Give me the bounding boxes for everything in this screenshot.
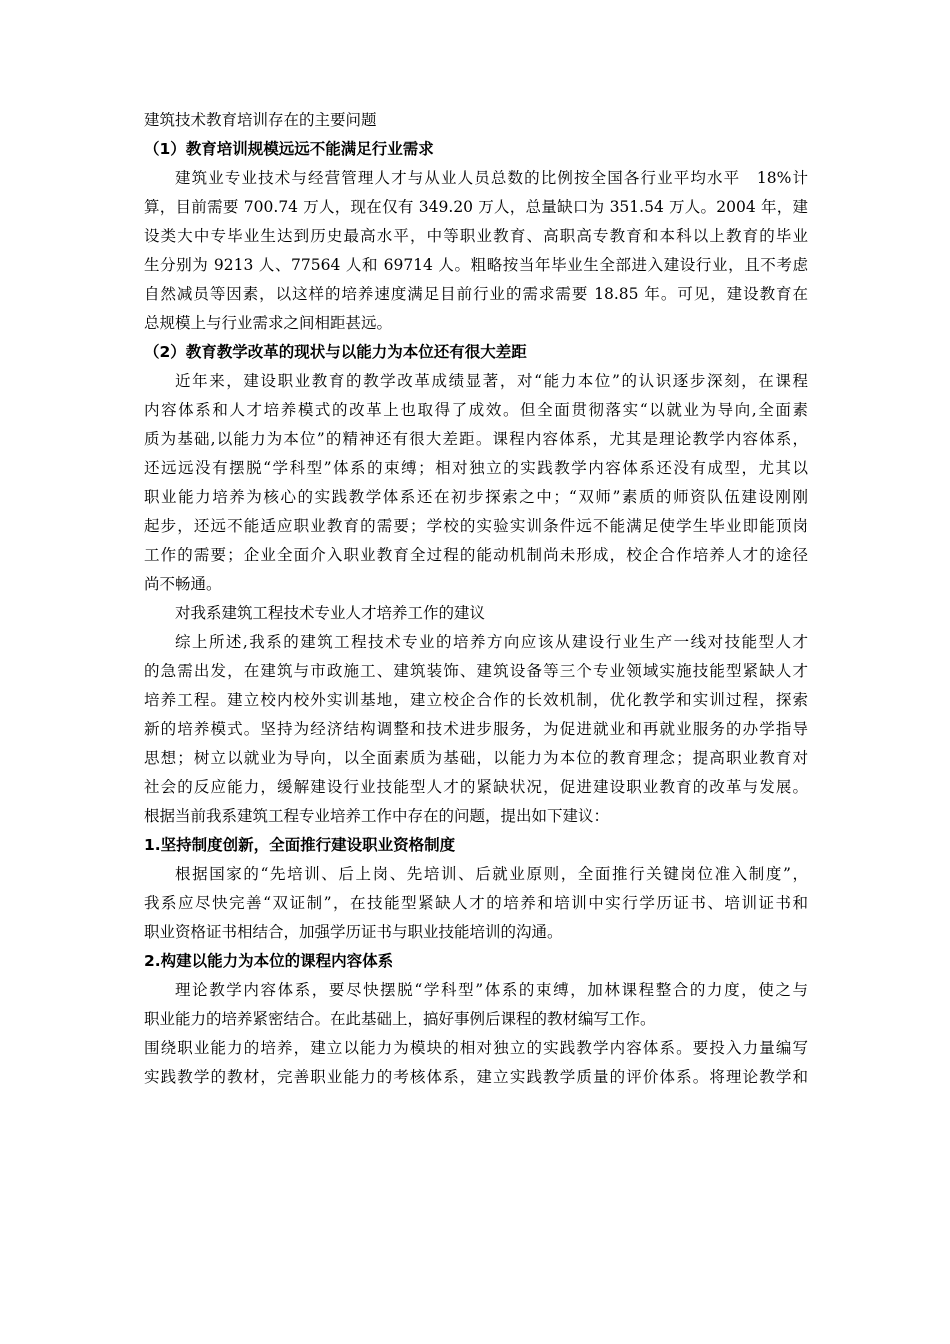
section-2-line: 起步，还远不能适应职业教育的需要；学校的实验实训条件远不能满足使学生毕业即能顶岗 [144,517,808,535]
point-2-line: 实践教学的教材，完善职业能力的考核体系，建立实践教学质量的评价体系。将理论教学和 [144,1068,808,1086]
point-1-line: 根据国家的“先培训、后上岗、先培训、后就业原则，全面推行关键岗位准入制度”， [175,865,808,883]
summary-line: 思想；树立以就业为导向，以全面素质为基础，以能力为本位的教育理念；提高职业教育对 [144,749,808,767]
summary-line: 综上所述,我系的建筑工程技术专业的培养方向应该从建设行业生产一线对技能型人才 [175,633,808,651]
point-1-line: 职业资格证书相结合，加强学历证书与职业技能培训的沟通。 [144,923,563,941]
section-1-line: 设类大中专毕业生达到历史最高水平，中等职业教育、高职高专教育和本科以上教育的毕业 [144,227,808,245]
summary-line: 社会的反应能力，缓解建设行业技能型人才的紧缺状况，促进建设职业教育的改革与发展。 [144,778,808,796]
section-1-heading: （1）教育培训规模远远不能满足行业需求 [144,140,434,158]
point-2-line: 理论教学内容体系，要尽快摆脱“学科型”体系的束缚，加林课程整合的力度，使之与 [175,981,808,999]
summary-line: 培养工程。建立校内校外实训基地，建立校企合作的长效机制，优化教学和实训过程，探索 [144,691,808,709]
summary-line: 根据当前我系建筑工程专业培养工作中存在的问题，提出如下建议： [144,807,610,825]
section-2-line: 工作的需要；企业全面介入职业教育全过程的能动机制尚未形成，校企合作培养人才的途径 [144,546,808,564]
section-2-line: 职业能力培养为核心的实践教学体系还在初步探索之中；“双师”素质的师资队伍建设刚刚 [144,488,808,506]
section-1-line: 自然减员等因素，以这样的培养速度满足目前行业的需求需要 18.85 年。可见，建设教育在 [144,285,808,303]
point-1-heading: 1.坚持制度创新，全面推行建设职业资格制度 [144,836,456,854]
section-1-line: 总规模上与行业需求之间相距甚远。 [144,314,393,332]
point-2-heading: 2.构建以能力为本位的课程内容体系 [144,952,394,970]
section-2-line: 尚不畅通。 [144,575,222,593]
section-1-line: 建筑业专业技术与经营管理人才与从业人员总数的比例按全国各行业平均水平 18%计 [175,169,808,187]
suggestion-title: 对我系建筑工程技术专业人才培养工作的建议 [175,604,486,622]
section-2-line: 近年来，建设职业教育的教学改革成绩显著，对“能力本位”的认识逐步深刻，在课程 [175,372,808,390]
document-body [144,106,808,1092]
summary-line: 的急需出发，在建筑与市政施工、建筑装饰、建筑设备等三个专业领域实施技能型紧缺人才 [144,662,808,680]
point-2-line: 围绕职业能力的培养，建立以能力为模块的相对独立的实践教学内容体系。要投入力量编写 [144,1039,808,1057]
section-2-line: 还远远没有摆脱“学科型”体系的束缚；相对独立的实践教学内容体系还没有成型，尤其以 [144,459,808,477]
point-1-line: 我系应尽快完善“双证制”，在技能型紧缺人才的培养和培训中实行学历证书、培训证书和 [144,894,808,912]
section-1-line: 算，目前需要 700.74 万人，现在仅有 349.20 万人，总量缺口为 351.54 万人。2004 年，建 [144,198,808,216]
document-title: 建筑技术教育培训存在的主要问题 [144,111,377,129]
section-2-heading: （2）教育教学改革的现状与以能力为本位还有很大差距 [144,343,527,361]
section-2-line: 内容体系和人才培养模式的改革上也取得了成效。但全面贯彻落实“以就业为导向,全面素 [144,401,808,419]
section-2-line: 质为基础,以能力为本位”的精神还有很大差距。课程内容体系，尤其是理论教学内容体系， [144,430,808,448]
summary-line: 新的培养模式。坚持为经济结构调整和技术进步服务，为促进就业和再就业服务的办学指导 [144,720,808,738]
section-1-line: 生分别为 9213 人、77564 人和 69714 人。粗略按当年毕业生全部进入建设行业，且不考虑 [144,256,808,274]
point-2-line: 职业能力的培养紧密结合。在此基础上，搞好事例后课程的教材编写工作。 [144,1010,656,1028]
